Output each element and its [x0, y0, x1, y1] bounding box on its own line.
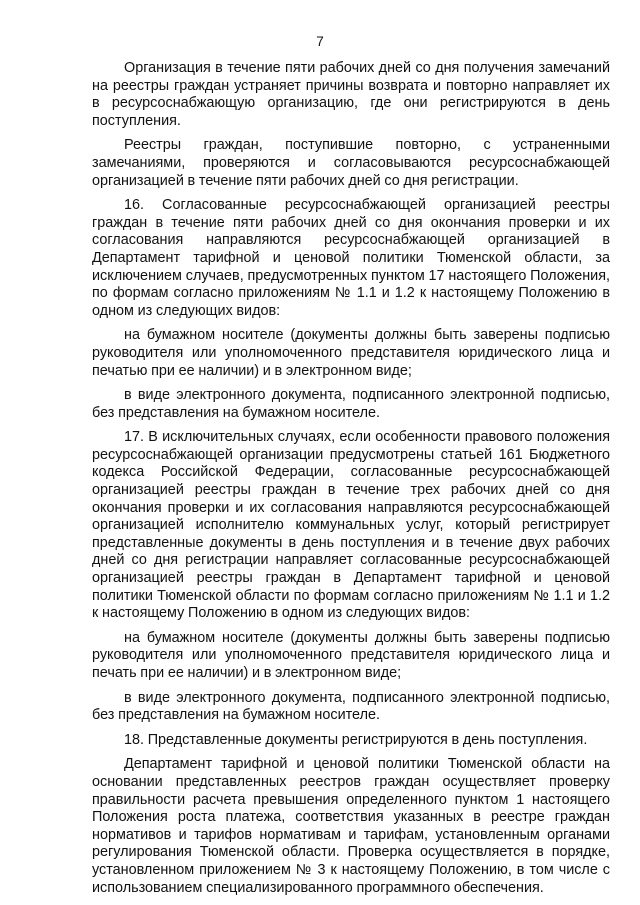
paragraph-repeat-check: Реестры граждан, поступившие повторно, с устраненными замечаниями, проверяются и согласовываются ресурсоснабжающей организацией в течение пяти рабочих дней со дня регистрации.: [92, 137, 610, 189]
paragraph-paper-form-1: на бумажном носителе (документы должны быть заверены подписью руководителя или уполномоченного представителя юридического лица и печатью при ее наличии) и в электронном виде;: [92, 327, 610, 379]
paragraph-electronic-form-1: в виде электронного документа, подписанного электронной подписью, без представления на бумажном носителе.: [92, 387, 610, 421]
paragraph-clause-17: 17. В исключительных случаях, если особенности правового положения ресурсоснабжающей организации предусмотрены статьей 161 Бюджетного кодекса Российской Федерации, согласованные ресурсоснабжающей организацией реестры граждан в течение трех рабочих дней со дня окончания проверки и их согласования направляются ресурсоснабжающей организацией исполнителю коммунальных услуг, который регистрирует представленные документы в день поступления и в течение двух рабочих дней со дня регистрации направляет согласованные ресурсоснабжающей организацией реестры граждан в Департамент тарифной и ценовой политики Тюменской области по формам согласно приложениям № 1.1 и 1.2 к настоящему Положению в одном из следующих видов:: [92, 429, 610, 622]
paragraph-clause-18: 18. Представленные документы регистрируются в день поступления.: [124, 731, 588, 748]
paragraph-clause-16: 16. Согласованные ресурсоснабжающей организацией реестры граждан в течение пяти рабочих дней со дня окончания проверки и их согласования направляются ресурсоснабжающей организацией в Департамент тарифной и ценовой политики Тюменской области, за исключением случаев, предусмотренных пунктом 17 настоящего Положения, по формам согласно приложениям № 1.1 и 1.2 к настоящему Положению в одном из следующих видов:: [92, 197, 610, 319]
paragraph-paper-form-2: на бумажном носителе (документы должны быть заверены подписью руководителя или уполномоченного представителя юридического лица и печать при ее наличии) и в электронном виде;: [92, 629, 610, 681]
paragraph-electronic-form-2: в виде электронного документа, подписанного электронной подписью, без представления на бумажном носителе.: [92, 689, 610, 724]
paragraph-department-check: Департамент тарифной и ценовой политики Тюменской области на основании представленных реестров граждан осуществляет проверку правильности расчета превышения определенного пунктом 1 настоящего Положения роста платежа, соответствия указанных в реестре граждан нормативов и тарифов нормативам и тарифам, установленным органами регулирования Тюменской области. Проверка осуществляется в порядке, установленном приложением № 3 к настоящему Положению, в том числе с использованием специализированного программного обеспечения.: [92, 756, 610, 896]
paragraph-resubmission: Организация в течение пяти рабочих дней со дня получения замечаний на реестры граждан устраняет причины возврата и повторно направляет их в ресурсоснабжающую организацию, где они регистрируются в день поступления.: [92, 60, 610, 129]
document-body: [92, 60, 610, 904]
page-number: 7: [316, 34, 324, 49]
